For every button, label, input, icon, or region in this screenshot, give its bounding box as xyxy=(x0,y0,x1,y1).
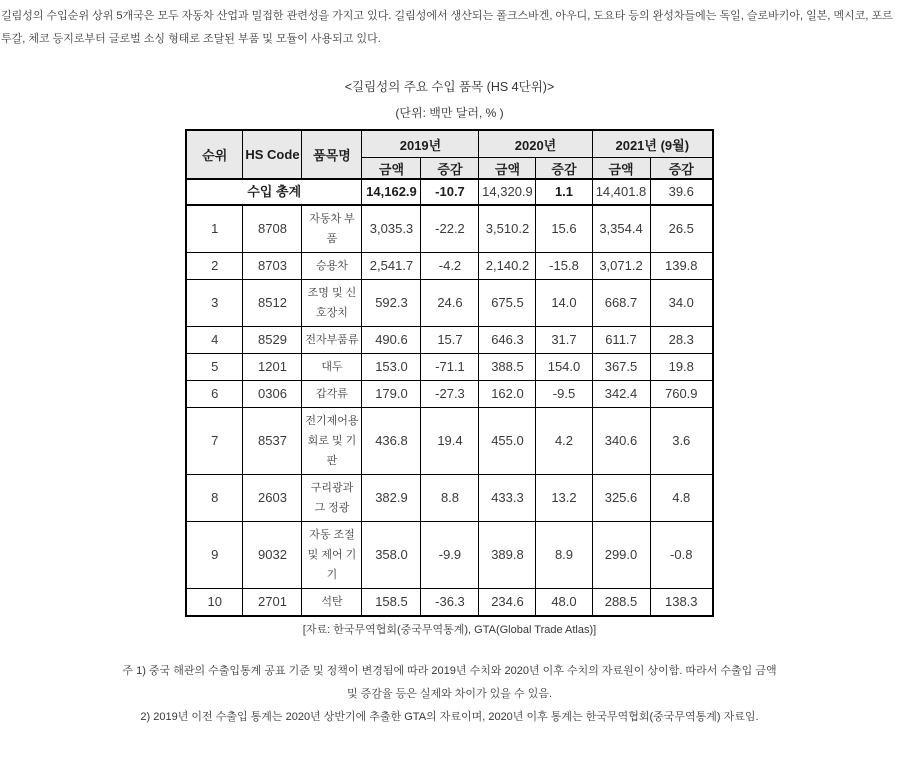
value-cell: -36.3 xyxy=(421,589,479,617)
value-cell: 4.2 xyxy=(536,408,592,475)
value-cell: 28.3 xyxy=(650,327,713,354)
value-cell: 3,035.3 xyxy=(362,205,421,253)
col-header-change-2020: 증감 xyxy=(536,158,592,180)
value-cell: 15.6 xyxy=(536,205,592,253)
value-cell: 382.9 xyxy=(362,475,421,522)
item-name-cell: 승용차 xyxy=(302,253,362,280)
rank-cell: 7 xyxy=(186,408,243,475)
total-value-cell: -10.7 xyxy=(421,179,479,205)
value-cell: -4.2 xyxy=(421,253,479,280)
hs-code-cell: 0306 xyxy=(243,381,302,408)
value-cell: 24.6 xyxy=(421,280,479,327)
intro-paragraph: 길림성의 수입순위 상위 5개국은 모두 자동차 산업과 밀접한 관련성을 가지고 있다. 길림성에서 생산되는 폴크스바겐, 아우디, 도요타 등의 완성차들에는 독일, 슬로바키아, 일본, 멕시코, 포르투갈, 체코 등지로부터 글로벌 소싱 형태로 조달된 부품 및 모듈이 사용되고 있다. xyxy=(1,10,893,45)
footnote-1: 주 1) 중국 해관의 수출입통계 공표 기준 및 정책이 변경됨에 따라 2019년 수치와 2020년 이후 수치의 자료원이 상이함. 따라서 수출입 금액 및 증감율 등은 실제와 차이가 있을 수 있음. xyxy=(122,665,777,700)
col-header-rank: 순위 xyxy=(186,130,243,179)
table-title: <길림성의 주요 수입 품목 (HS 4단위)> xyxy=(344,80,555,94)
value-cell: 299.0 xyxy=(592,522,650,589)
value-cell: 490.6 xyxy=(362,327,421,354)
value-cell: 388.5 xyxy=(479,354,536,381)
table-unit-note: (단위: 백만 달러, % ) xyxy=(395,106,504,120)
table-row xyxy=(186,589,713,617)
value-cell: 675.5 xyxy=(479,280,536,327)
item-name-cell: 전자부품류 xyxy=(302,327,362,354)
source-note: [자료: 한국무역협회(중국무역통계), GTA(Global Trade Atlas)] xyxy=(302,624,597,636)
hs-code-cell: 2701 xyxy=(243,589,302,617)
value-cell: 26.5 xyxy=(650,205,713,253)
footnote-2: 2) 2019년 이전 수출입 통계는 2020년 상반기에 추출한 GTA의 자료이며, 2020년 이후 통계는 한국무역협회(중국무역통계) 자료임. xyxy=(140,711,759,723)
table-row xyxy=(186,522,713,589)
rank-cell: 3 xyxy=(186,280,243,327)
rank-cell: 2 xyxy=(186,253,243,280)
value-cell: 139.8 xyxy=(650,253,713,280)
hs-code-cell: 8529 xyxy=(243,327,302,354)
table-row xyxy=(186,381,713,408)
rank-cell: 1 xyxy=(186,205,243,253)
item-name-cell: 자동 조절 및 제어 기기 xyxy=(302,522,362,589)
value-cell: -15.8 xyxy=(536,253,592,280)
value-cell: -9.5 xyxy=(536,381,592,408)
value-cell: 2,140.2 xyxy=(479,253,536,280)
value-cell: 433.3 xyxy=(479,475,536,522)
table-row xyxy=(186,475,713,522)
item-name-cell: 구리광과 그 정광 xyxy=(302,475,362,522)
value-cell: 138.3 xyxy=(650,589,713,617)
total-value-cell: 14,320.9 xyxy=(479,179,536,205)
value-cell: 19.8 xyxy=(650,354,713,381)
value-cell: 455.0 xyxy=(479,408,536,475)
item-name-cell: 갑각류 xyxy=(302,381,362,408)
value-cell: -22.2 xyxy=(421,205,479,253)
header-row-years xyxy=(186,130,713,158)
value-cell: 2,541.7 xyxy=(362,253,421,280)
value-cell: 611.7 xyxy=(592,327,650,354)
table-row xyxy=(186,408,713,475)
hs-code-cell: 8512 xyxy=(243,280,302,327)
value-cell: 8.9 xyxy=(536,522,592,589)
value-cell: 325.6 xyxy=(592,475,650,522)
value-cell: 15.7 xyxy=(421,327,479,354)
value-cell: 3,071.2 xyxy=(592,253,650,280)
value-cell: 31.7 xyxy=(536,327,592,354)
value-cell: 592.3 xyxy=(362,280,421,327)
total-value-cell: 1.1 xyxy=(536,179,592,205)
value-cell: 14.0 xyxy=(536,280,592,327)
hs-code-cell: 2603 xyxy=(243,475,302,522)
year-header-2019: 2019년 xyxy=(362,130,479,158)
value-cell: 668.7 xyxy=(592,280,650,327)
rank-cell: 8 xyxy=(186,475,243,522)
total-label: 수입 총계 xyxy=(186,179,362,205)
value-cell: 234.6 xyxy=(479,589,536,617)
value-cell: 3,510.2 xyxy=(479,205,536,253)
year-header-2021: 2021년 (9월) xyxy=(592,130,713,158)
value-cell: 158.5 xyxy=(362,589,421,617)
value-cell: 389.8 xyxy=(479,522,536,589)
table-row xyxy=(186,354,713,381)
item-name-cell: 조명 및 신호장치 xyxy=(302,280,362,327)
value-cell: 154.0 xyxy=(536,354,592,381)
value-cell: 436.8 xyxy=(362,408,421,475)
col-header-item-name: 품목명 xyxy=(302,130,362,179)
hs-code-cell: 8703 xyxy=(243,253,302,280)
value-cell: 153.0 xyxy=(362,354,421,381)
col-header-change-2021: 증감 xyxy=(650,158,713,180)
table-row xyxy=(186,205,713,253)
item-name-cell: 전기제어용 회로 및 기판 xyxy=(302,408,362,475)
value-cell: 8.8 xyxy=(421,475,479,522)
table-row xyxy=(186,327,713,354)
rank-cell: 4 xyxy=(186,327,243,354)
total-value-cell: 14,401.8 xyxy=(592,179,650,205)
value-cell: 760.9 xyxy=(650,381,713,408)
total-value-cell: 14,162.9 xyxy=(362,179,421,205)
hs-code-cell: 8537 xyxy=(243,408,302,475)
hs-code-cell: 9032 xyxy=(243,522,302,589)
value-cell: 48.0 xyxy=(536,589,592,617)
value-cell: -9.9 xyxy=(421,522,479,589)
hs-code-cell: 8708 xyxy=(243,205,302,253)
total-value-cell: 39.6 xyxy=(650,179,713,205)
import-items-table xyxy=(185,129,714,617)
rank-cell: 6 xyxy=(186,381,243,408)
col-header-amount-2021: 금액 xyxy=(592,158,650,180)
table-row xyxy=(186,253,713,280)
rank-cell: 5 xyxy=(186,354,243,381)
value-cell: 13.2 xyxy=(536,475,592,522)
value-cell: 34.0 xyxy=(650,280,713,327)
value-cell: 3.6 xyxy=(650,408,713,475)
value-cell: -71.1 xyxy=(421,354,479,381)
item-name-cell: 자동차 부품 xyxy=(302,205,362,253)
col-header-change-2019: 증감 xyxy=(421,158,479,180)
value-cell: -27.3 xyxy=(421,381,479,408)
value-cell: 179.0 xyxy=(362,381,421,408)
rank-cell: 9 xyxy=(186,522,243,589)
col-header-hs-code: HS Code xyxy=(243,130,302,179)
col-header-amount-2020: 금액 xyxy=(479,158,536,180)
item-name-cell: 대두 xyxy=(302,354,362,381)
footnotes xyxy=(120,660,780,729)
value-cell: 162.0 xyxy=(479,381,536,408)
col-header-amount-2019: 금액 xyxy=(362,158,421,180)
value-cell: 358.0 xyxy=(362,522,421,589)
table-body xyxy=(186,179,713,616)
value-cell: 288.5 xyxy=(592,589,650,617)
rank-cell: 10 xyxy=(186,589,243,617)
value-cell: 367.5 xyxy=(592,354,650,381)
hs-code-cell: 1201 xyxy=(243,354,302,381)
item-name-cell: 석탄 xyxy=(302,589,362,617)
value-cell: 646.3 xyxy=(479,327,536,354)
value-cell: 340.6 xyxy=(592,408,650,475)
year-header-2020: 2020년 xyxy=(479,130,592,158)
value-cell: 342.4 xyxy=(592,381,650,408)
table-row xyxy=(186,280,713,327)
value-cell: 4.8 xyxy=(650,475,713,522)
total-row xyxy=(186,179,713,205)
value-cell: -0.8 xyxy=(650,522,713,589)
value-cell: 19.4 xyxy=(421,408,479,475)
value-cell: 3,354.4 xyxy=(592,205,650,253)
